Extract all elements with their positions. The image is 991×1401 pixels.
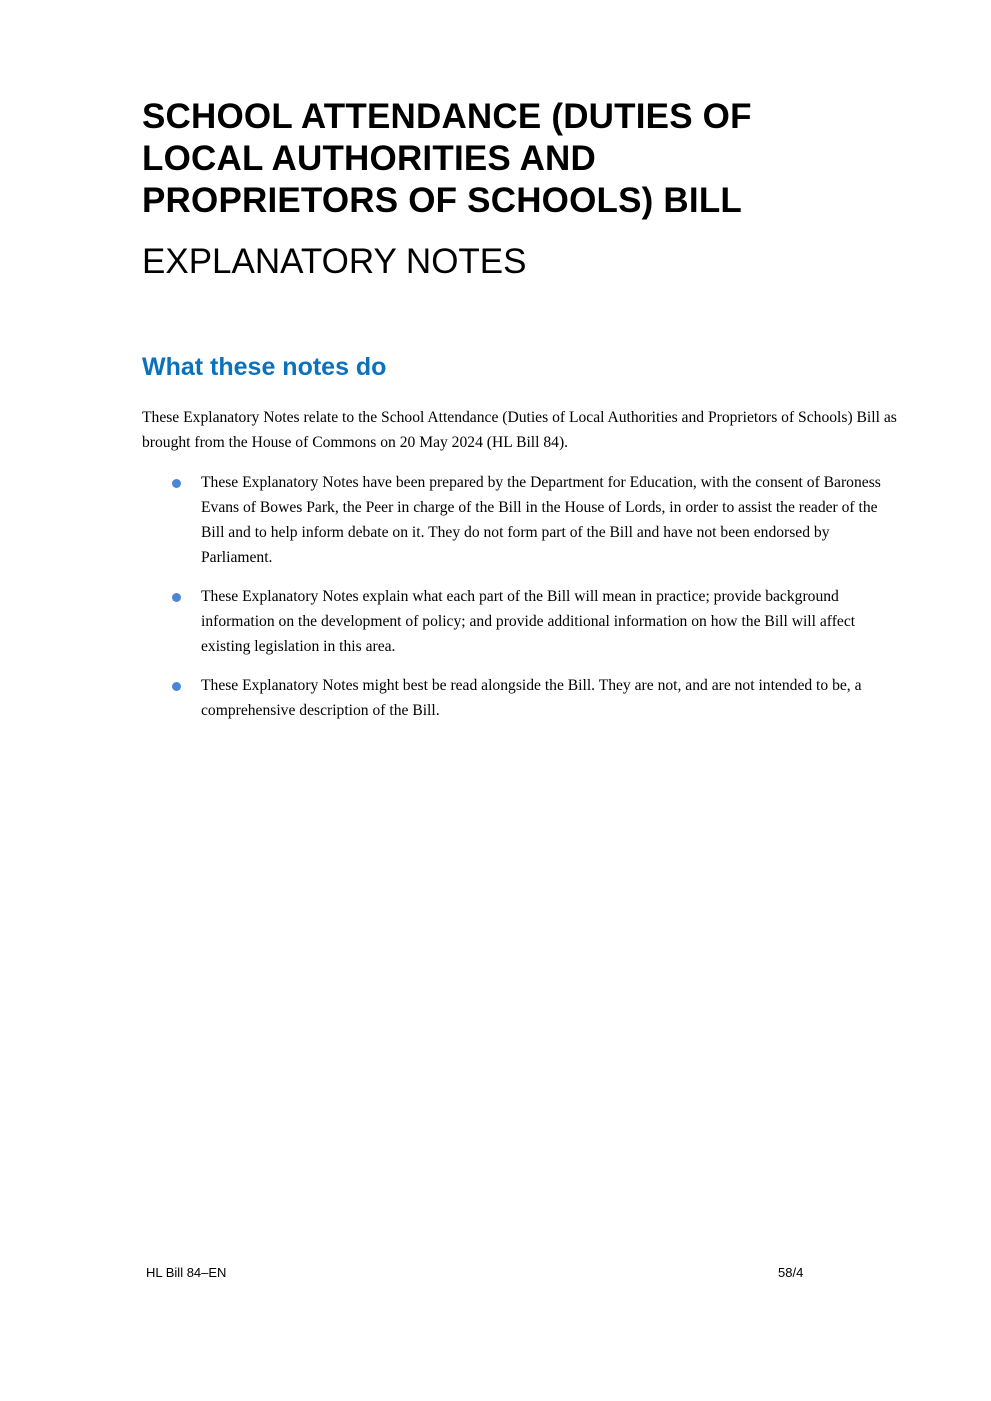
list-item [142,673,902,723]
bullet-icon [172,682,181,691]
bullet-icon [172,479,181,488]
document-subtitle: EXPLANATORY NOTES [142,242,527,281]
footer-page-code: 58/4 [778,1265,804,1280]
section-heading: What these notes do [142,353,387,381]
bullet-icon [172,593,181,602]
list-item-text: These Explanatory Notes explain what each part of the Bill will mean in practice; provide background information on the development of policy; and provide additional information on how the Bill will affect existing legislation in this area. [201,588,856,655]
intro-paragraph: These Explanatory Notes relate to the School Attendance (Duties of Local Authorities and Proprietors of Schools) Bill as brought from the House of Commons on 20 May 2024 (HL Bill 84). [142,409,897,451]
footer-bill-reference: HL Bill 84–EN [146,1265,227,1280]
document-title: SCHOOL ATTENDANCE (DUTIES OF LOCAL AUTHORITIES AND PROPRIETORS OF SCHOOLS) BILL [142,97,752,220]
list-item [142,584,902,659]
list-item [142,470,902,570]
list-item-text: These Explanatory Notes might best be read alongside the Bill. They are not, and are not intended to be, a comprehensive description of the Bill. [201,677,862,719]
list-item-text: These Explanatory Notes have been prepared by the Department for Education, with the consent of Baroness Evans of Bowes Park, the Peer in charge of the Bill in the House of Lords, in order to assist the reader of the Bill and to help inform debate on it. They do not form part of the Bill and have not been endorsed by Parliament. [201,474,881,566]
bullet-list [142,470,902,737]
